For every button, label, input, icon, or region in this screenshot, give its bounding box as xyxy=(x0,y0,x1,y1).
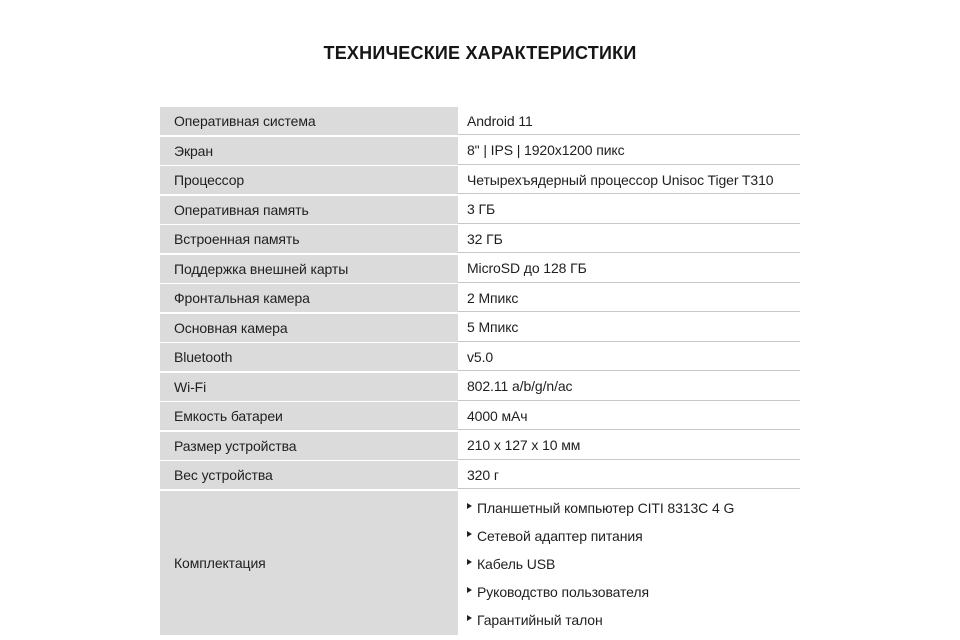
spec-row-cpu xyxy=(160,166,800,194)
spec-row-dimensions xyxy=(160,432,800,460)
triangle-bullet-icon xyxy=(467,503,472,509)
bundle-item-text: Планшетный компьютер CITI 8313C 4 G xyxy=(477,499,735,516)
spec-value: Android 11 xyxy=(458,107,800,135)
spec-label: Комплектация xyxy=(160,491,458,636)
spec-value: 5 Мпикс xyxy=(458,314,800,342)
spec-value: v5.0 xyxy=(458,343,800,371)
triangle-bullet-icon xyxy=(467,531,472,537)
bundle-item xyxy=(467,578,800,606)
spec-row-weight xyxy=(160,461,800,489)
spec-row-ram xyxy=(160,196,800,224)
bundle-item-text: Гарантийный талон xyxy=(477,611,603,628)
spec-label: Основная камера xyxy=(160,314,458,342)
spec-value: 210 x 127 x 10 мм xyxy=(458,432,800,460)
spec-row-sd-card xyxy=(160,255,800,283)
spec-value-bundle xyxy=(458,491,800,636)
spec-value: 32 ГБ xyxy=(458,225,800,253)
spec-row-wifi xyxy=(160,373,800,401)
spec-row-front-camera xyxy=(160,284,800,312)
triangle-bullet-icon xyxy=(467,587,472,593)
bundle-list xyxy=(467,491,800,634)
bundle-item xyxy=(467,522,800,550)
spec-row-battery xyxy=(160,402,800,430)
spec-label: Поддержка внешней карты xyxy=(160,255,458,283)
bundle-item xyxy=(467,550,800,578)
spec-label: Процессор xyxy=(160,166,458,194)
spec-label: Размер устройства xyxy=(160,432,458,460)
spec-row-bundle xyxy=(160,491,800,636)
bundle-item xyxy=(467,494,800,522)
spec-value: 8" | IPS | 1920x1200 пикс xyxy=(458,137,800,165)
spec-label: Фронтальная камера xyxy=(160,284,458,312)
spec-value: Четырехъядерный процессор Unisoc Tiger T310 xyxy=(458,166,800,194)
spec-label: Емкость батареи xyxy=(160,402,458,430)
spec-label: Вес устройства xyxy=(160,461,458,489)
spec-label: Оперативная память xyxy=(160,196,458,224)
spec-value: 3 ГБ xyxy=(458,196,800,224)
bundle-item-text: Руководство пользователя xyxy=(477,583,649,600)
triangle-bullet-icon xyxy=(467,559,472,565)
spec-row-bluetooth xyxy=(160,343,800,371)
bundle-item-text: Кабель USB xyxy=(477,555,556,572)
spec-row-main-camera xyxy=(160,314,800,342)
spec-row-storage xyxy=(160,225,800,253)
spec-label: Wi-Fi xyxy=(160,373,458,401)
specs-table xyxy=(160,107,800,635)
bundle-item-text: Сетевой адаптер питания xyxy=(477,527,643,544)
spec-row-os xyxy=(160,107,800,135)
spec-value: 2 Мпикс xyxy=(458,284,800,312)
spec-value: 4000 мАч xyxy=(458,402,800,430)
spec-label: Встроенная память xyxy=(160,225,458,253)
bundle-item xyxy=(467,606,800,634)
spec-label: Bluetooth xyxy=(160,343,458,371)
triangle-bullet-icon xyxy=(467,615,472,621)
spec-value: 320 г xyxy=(458,461,800,489)
spec-label: Экран xyxy=(160,137,458,165)
spec-row-screen xyxy=(160,137,800,165)
spec-label: Оперативная система xyxy=(160,107,458,135)
spec-value: 802.11 a/b/g/n/ac xyxy=(458,373,800,401)
page-title: ТЕХНИЧЕСКИЕ ХАРАКТЕРИСТИКИ xyxy=(323,43,637,63)
spec-value: MicroSD до 128 ГБ xyxy=(458,255,800,283)
